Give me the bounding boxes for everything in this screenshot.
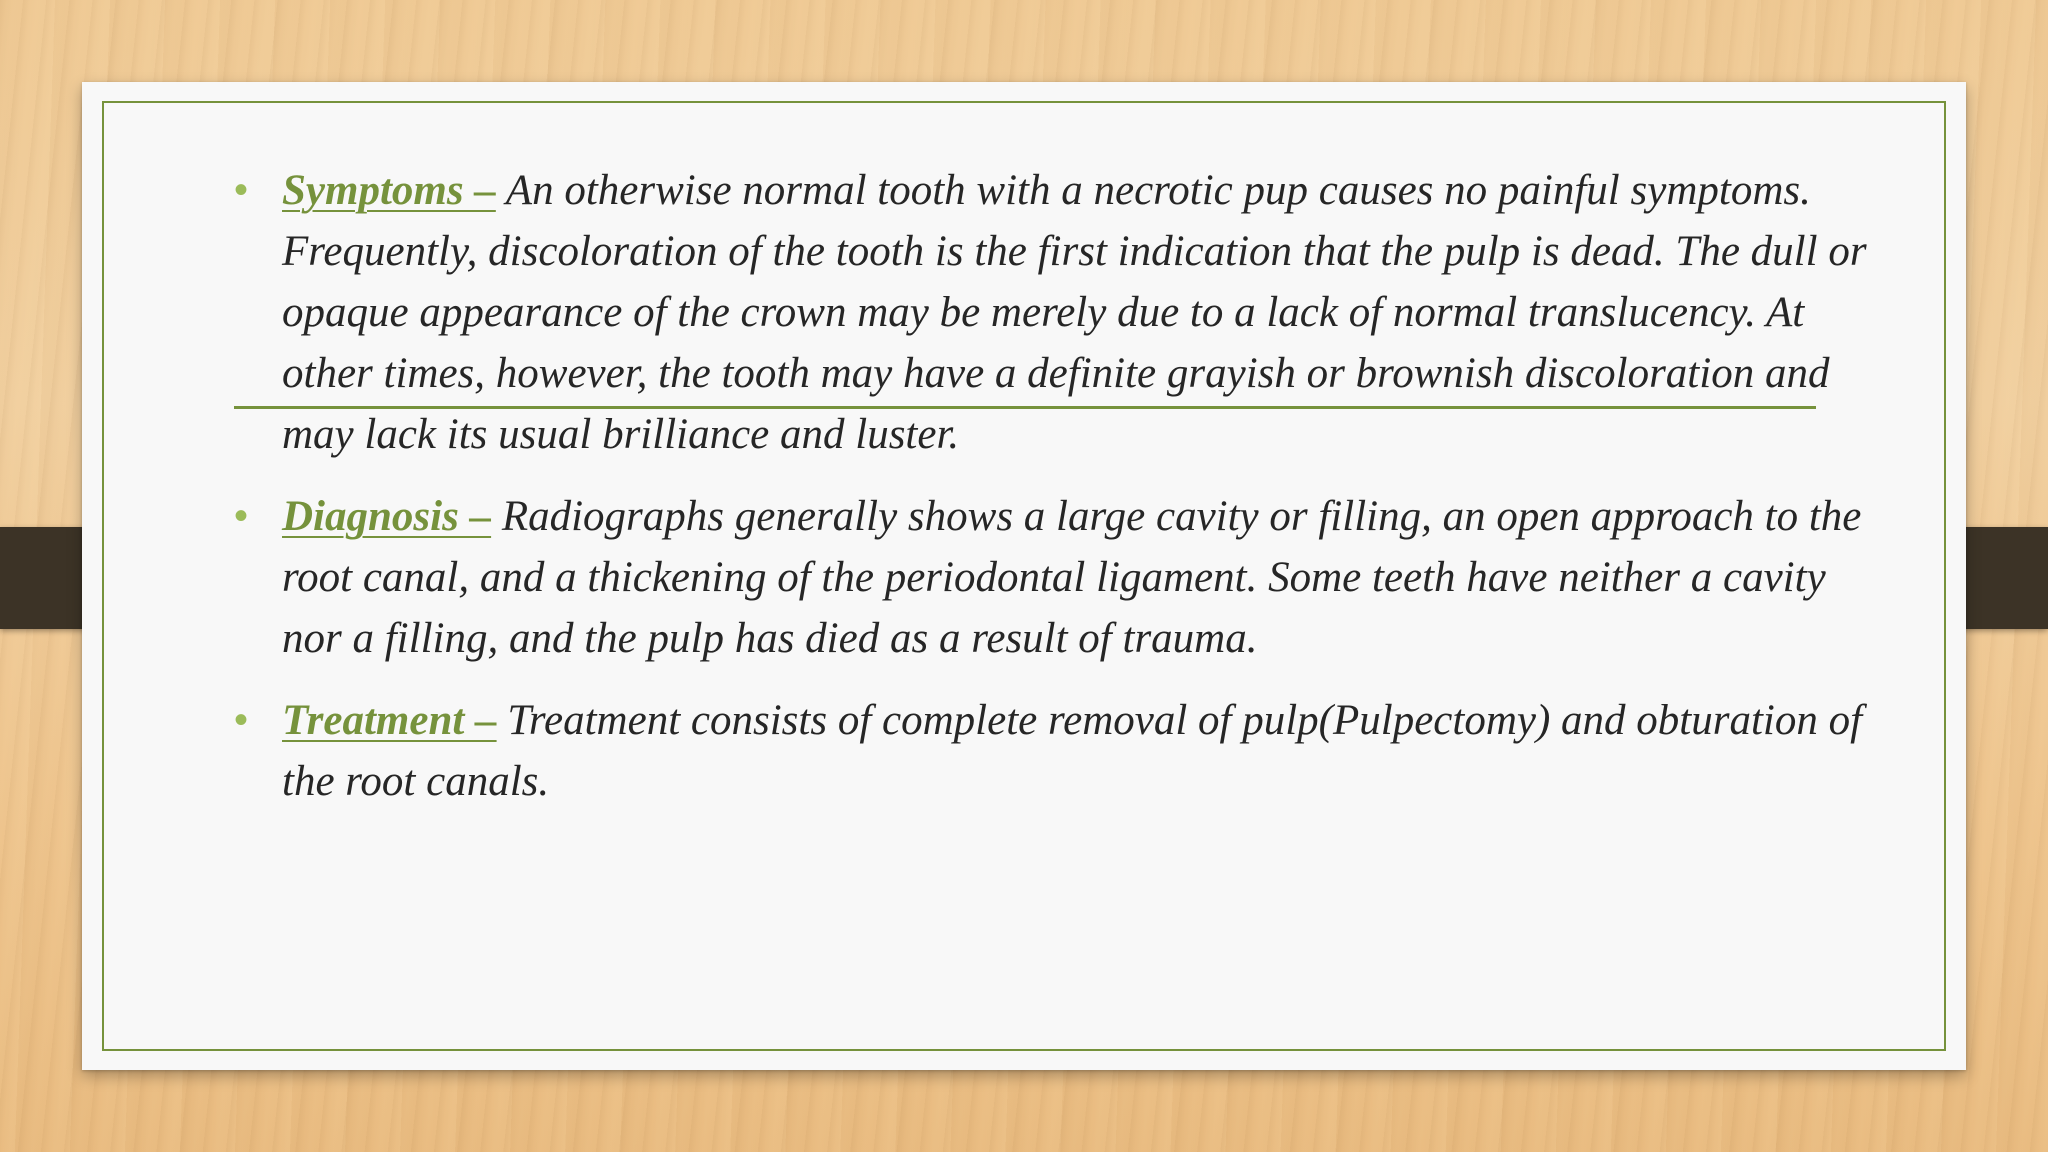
bullet-dot-icon: • [234,168,249,212]
bullet-symptoms [234,160,1884,465]
term-diagnosis: Diagnosis – [282,493,492,540]
horizontal-rule [234,406,1816,409]
bullet-dot-icon: • [234,494,249,538]
term-symptoms: Symptoms – [282,167,496,214]
term-treatment: Treatment – [282,697,497,744]
diagnosis-text: Radiographs generally shows a large cavity or filling, an open approach to the root canal, and a thickening of the periodontal ligament. Some teeth have neither a cavity nor a filling, and the pulp has died as a result of trauma. [282,493,1862,662]
bullet-diagnosis [234,486,1884,669]
bullet-list [234,160,1884,812]
bullet-dot-icon: • [234,698,249,742]
bullet-treatment [234,690,1884,812]
treatment-text: Treatment consists of complete removal of pulp(Pulpectomy) and obturation of the root canals. [282,697,1863,805]
symptoms-text: An otherwise normal tooth with a necrotic pup causes no painful symptoms. Frequently, discoloration of the tooth is the first indication that the pulp is dead. The dull or opaque appearance of the crown may be merely due to a lack of normal translucency. At other times, however, the tooth may have a definite grayish or brownish discoloration and may lack its usual brilliance and luster. [282,167,1867,458]
slide-card [82,82,1966,1070]
